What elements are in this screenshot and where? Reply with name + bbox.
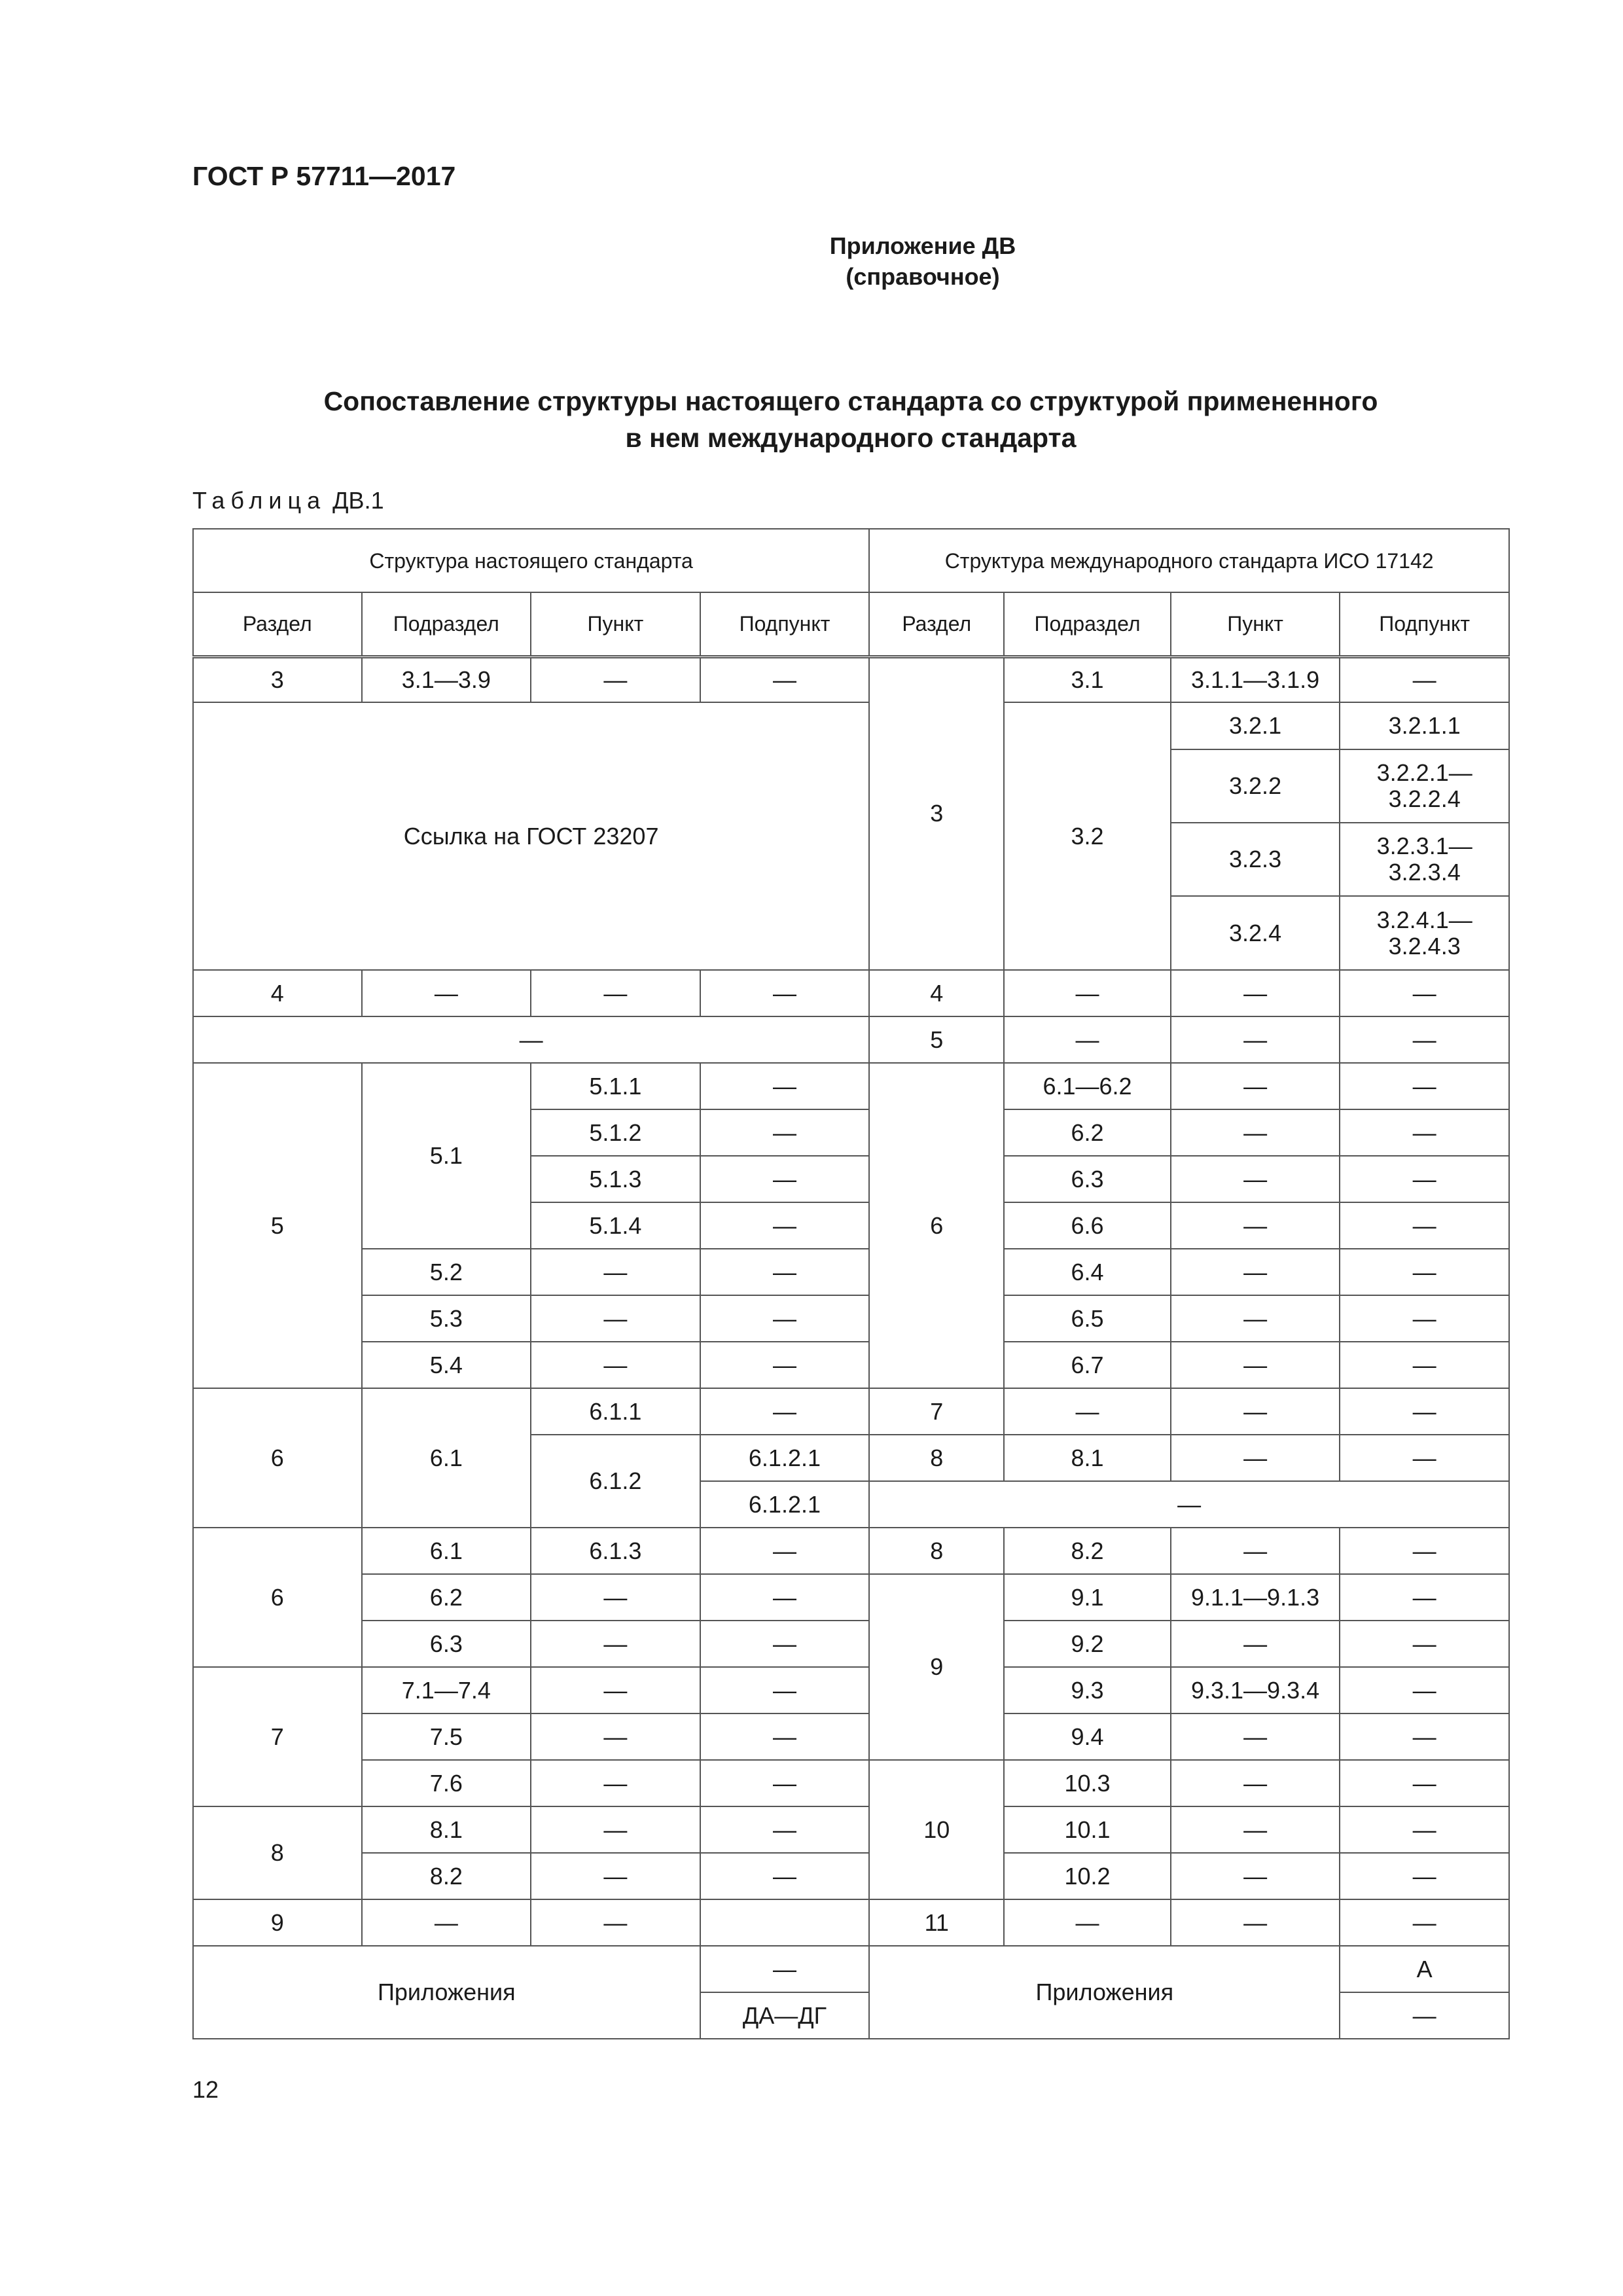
column-header: Подраздел bbox=[362, 592, 531, 656]
cell-line: 3.2.3.4 bbox=[1388, 859, 1461, 886]
table-cell: — bbox=[1004, 1388, 1171, 1435]
table-cell: — bbox=[1171, 1063, 1340, 1109]
appendices-label-iso: Приложения bbox=[869, 1946, 1340, 2039]
table-cell: — bbox=[700, 1806, 870, 1853]
table-cell: — bbox=[531, 1713, 700, 1760]
table-cell: 10.1 bbox=[1004, 1806, 1171, 1853]
table-cell: 8.1 bbox=[362, 1806, 531, 1853]
table-cell: — bbox=[362, 970, 531, 1016]
table-cell: — bbox=[1340, 1899, 1509, 1946]
table-cell: — bbox=[1340, 1063, 1509, 1109]
comparison-table bbox=[192, 528, 1510, 2039]
table-label-number: ДВ.1 bbox=[332, 487, 384, 514]
group-header-iso: Структура международного стандарта ИСО 17142 bbox=[869, 529, 1509, 592]
table-cell: 5.1.2 bbox=[531, 1109, 700, 1156]
table-cell: — bbox=[531, 1621, 700, 1667]
table-cell: 3.2.1.1 bbox=[1340, 702, 1509, 749]
table-cell: — bbox=[362, 1899, 531, 1946]
table-cell: — bbox=[700, 1202, 870, 1249]
table-cell: — bbox=[531, 1899, 700, 1946]
table-cell: — bbox=[700, 1667, 870, 1713]
table-cell: 10.3 bbox=[1004, 1760, 1171, 1806]
table-row bbox=[193, 1667, 1509, 1713]
table-cell: — bbox=[531, 1760, 700, 1806]
table-cell: 5.2 bbox=[362, 1249, 531, 1295]
table-cell: — bbox=[700, 1109, 870, 1156]
table-row bbox=[193, 1063, 1509, 1109]
table-cell: — bbox=[1340, 1156, 1509, 1202]
table-cell: — bbox=[1004, 1899, 1171, 1946]
table-cell: — bbox=[1171, 1295, 1340, 1342]
table-cell: — bbox=[1171, 1621, 1340, 1667]
table-cell: — bbox=[1171, 970, 1340, 1016]
appendix-title: Приложение ДВ bbox=[829, 232, 1016, 259]
table-cell: — bbox=[531, 1342, 700, 1388]
table-cell: — bbox=[700, 1063, 870, 1109]
table-cell: 10.2 bbox=[1004, 1853, 1171, 1899]
table-cell: 5 bbox=[869, 1016, 1004, 1063]
table-cell: 6.3 bbox=[1004, 1156, 1171, 1202]
table-cell: — bbox=[700, 1853, 870, 1899]
table-cell: — bbox=[1171, 1853, 1340, 1899]
table-cell: 6.1.1 bbox=[531, 1388, 700, 1435]
table-cell: — bbox=[700, 1528, 870, 1574]
table-cell: — bbox=[700, 1388, 870, 1435]
table-cell: — bbox=[1340, 1853, 1509, 1899]
table-cell: — bbox=[700, 1946, 870, 1992]
table-row bbox=[193, 1760, 1509, 1806]
document-code: ГОСТ Р 57711—2017 bbox=[192, 161, 456, 191]
table-cell: — bbox=[531, 1249, 700, 1295]
table-cell: 3 bbox=[193, 656, 362, 702]
table-cell: 6.1—6.2 bbox=[1004, 1063, 1171, 1109]
table-cell: 3.1—3.9 bbox=[362, 656, 531, 702]
table-cell: 6.1.2.1 bbox=[700, 1435, 870, 1481]
table-cell: 6.1.3 bbox=[531, 1528, 700, 1574]
table-cell: — bbox=[1340, 1992, 1509, 2039]
table-cell: — bbox=[700, 656, 870, 702]
table-row bbox=[193, 1621, 1509, 1667]
table-cell: 9 bbox=[869, 1574, 1004, 1760]
table-row bbox=[193, 1249, 1509, 1295]
table-cell: 4 bbox=[869, 970, 1004, 1016]
table-cell: 9.1 bbox=[1004, 1574, 1171, 1621]
table-cell: — bbox=[700, 1342, 870, 1388]
table-cell: 8.2 bbox=[1004, 1528, 1171, 1574]
table-row bbox=[193, 1806, 1509, 1853]
page-number: 12 bbox=[192, 2076, 219, 2103]
table-cell: — bbox=[700, 1760, 870, 1806]
table-cell: 3.2.1 bbox=[1171, 702, 1340, 749]
table-cell: — bbox=[700, 970, 870, 1016]
table-cell: — bbox=[1340, 1528, 1509, 1574]
table-cell: 7.6 bbox=[362, 1760, 531, 1806]
table-cell: ДА—ДГ bbox=[700, 1992, 870, 2039]
table-cell: 8.2 bbox=[362, 1853, 531, 1899]
table-cell: — bbox=[1171, 1156, 1340, 1202]
table-cell: — bbox=[1340, 1109, 1509, 1156]
table-cell: 6.6 bbox=[1004, 1202, 1171, 1249]
table-cell: 3.2 bbox=[1004, 702, 1171, 970]
table-cell: — bbox=[1340, 1016, 1509, 1063]
main-title-line-1: Сопоставление структуры настоящего стандарта со структурой примененного bbox=[323, 386, 1378, 416]
table-cell: 6.5 bbox=[1004, 1295, 1171, 1342]
table-cell: — bbox=[1171, 1109, 1340, 1156]
column-header: Раздел bbox=[869, 592, 1004, 656]
table-cell: — bbox=[700, 1713, 870, 1760]
table-cell: 10 bbox=[869, 1760, 1004, 1899]
table-cell: — bbox=[1171, 1760, 1340, 1806]
cell-line: 3.2.2.1— bbox=[1376, 759, 1472, 786]
table-cell: — bbox=[700, 1156, 870, 1202]
table-cell: 5.1.4 bbox=[531, 1202, 700, 1249]
table-cell: 8.1 bbox=[1004, 1435, 1171, 1481]
table-cell: — bbox=[531, 1853, 700, 1899]
table-cell: — bbox=[531, 1667, 700, 1713]
table-cell: 6.1.2.1 bbox=[700, 1481, 870, 1528]
table-cell: 5.3 bbox=[362, 1295, 531, 1342]
table-cell: — bbox=[1340, 1760, 1509, 1806]
table-cell: 7 bbox=[869, 1388, 1004, 1435]
table-cell: 6 bbox=[869, 1063, 1004, 1388]
column-header: Пункт bbox=[531, 592, 700, 656]
table-cell: — bbox=[1340, 1342, 1509, 1388]
table-cell: 7.5 bbox=[362, 1713, 531, 1760]
column-header: Подпункт bbox=[700, 592, 870, 656]
cell-line: 3.2.4.1— bbox=[1376, 906, 1472, 933]
cell-line: 3.2.4.3 bbox=[1388, 932, 1461, 960]
table-cell: — bbox=[1171, 1713, 1340, 1760]
table-cell: 3.2.2 bbox=[1171, 749, 1340, 823]
table-cell: — bbox=[1340, 1621, 1509, 1667]
table-cell: 9.3 bbox=[1004, 1667, 1171, 1713]
table-cell: 5.4 bbox=[362, 1342, 531, 1388]
group-header-national: Структура настоящего стандарта bbox=[193, 529, 869, 592]
table-cell: 5.1.3 bbox=[531, 1156, 700, 1202]
table-cell: — bbox=[1340, 1667, 1509, 1713]
table-cell: 6.1.2 bbox=[531, 1435, 700, 1528]
column-header: Подпункт bbox=[1340, 592, 1509, 656]
table-cell: 6.2 bbox=[1004, 1109, 1171, 1156]
table-cell: — bbox=[531, 1574, 700, 1621]
column-header: Подраздел bbox=[1004, 592, 1171, 656]
table-row bbox=[193, 1295, 1509, 1342]
table-cell: 9.4 bbox=[1004, 1713, 1171, 1760]
table-cell: 9.1.1—9.1.3 bbox=[1171, 1574, 1340, 1621]
table-cell: — bbox=[1004, 970, 1171, 1016]
table-row bbox=[193, 1016, 1509, 1063]
appendix-heading bbox=[0, 230, 1623, 292]
table-cell: 3.2.3 bbox=[1171, 823, 1340, 896]
table-cell: — bbox=[1171, 1249, 1340, 1295]
table-cell: 6.1 bbox=[362, 1528, 531, 1574]
table-cell: — bbox=[1171, 1388, 1340, 1435]
table-row bbox=[193, 1713, 1509, 1760]
table-row bbox=[193, 1946, 1509, 1992]
table-cell: 3.1.1—3.1.9 bbox=[1171, 656, 1340, 702]
table-cell bbox=[1340, 823, 1509, 896]
reference-cell: Ссылка на ГОСТ 23207 bbox=[193, 702, 869, 970]
table-cell: — bbox=[1171, 1806, 1340, 1853]
table-cell: — bbox=[1340, 970, 1509, 1016]
table-cell: — bbox=[1340, 1806, 1509, 1853]
table-cell: — bbox=[700, 1249, 870, 1295]
table-cell: — bbox=[531, 970, 700, 1016]
table-cell: 8 bbox=[193, 1806, 362, 1899]
table-label-word: Таблица bbox=[192, 487, 327, 514]
table-cell: — bbox=[1340, 1249, 1509, 1295]
table-cell: — bbox=[1340, 656, 1509, 702]
table-group-header-row bbox=[193, 529, 1509, 592]
table-cell: — bbox=[1004, 1016, 1171, 1063]
column-header: Пункт bbox=[1171, 592, 1340, 656]
table-cell bbox=[700, 1899, 870, 1946]
table-row bbox=[193, 1899, 1509, 1946]
table-cell: 7 bbox=[193, 1667, 362, 1806]
table-row bbox=[193, 1342, 1509, 1388]
table-cell: — bbox=[531, 1295, 700, 1342]
column-header: Раздел bbox=[193, 592, 362, 656]
table-row bbox=[193, 1853, 1509, 1899]
table-cell: 6 bbox=[193, 1388, 362, 1528]
table-cell: 8 bbox=[869, 1435, 1004, 1481]
table-row bbox=[193, 1528, 1509, 1574]
table-cell bbox=[1340, 749, 1509, 823]
table-row bbox=[193, 970, 1509, 1016]
table-cell: 4 bbox=[193, 970, 362, 1016]
table-cell: 6 bbox=[193, 1528, 362, 1667]
cell-line: 3.2.2.4 bbox=[1388, 785, 1461, 812]
table-cell: — bbox=[531, 656, 700, 702]
table-cell: 3.1 bbox=[1004, 656, 1171, 702]
table-cell: 11 bbox=[869, 1899, 1004, 1946]
table-cell: — bbox=[1340, 1574, 1509, 1621]
appendix-type: (справочное) bbox=[846, 263, 1000, 290]
table-cell: — bbox=[1171, 1435, 1340, 1481]
table-cell bbox=[1340, 896, 1509, 970]
appendices-label-national: Приложения bbox=[193, 1946, 700, 2039]
table-cell: — bbox=[531, 1806, 700, 1853]
table-row bbox=[193, 702, 1509, 749]
table-row bbox=[193, 1574, 1509, 1621]
table-cell: — bbox=[1340, 1713, 1509, 1760]
table-cell: 7.1—7.4 bbox=[362, 1667, 531, 1713]
table-cell: — bbox=[700, 1621, 870, 1667]
table-cell: 9 bbox=[193, 1899, 362, 1946]
table-cell: — bbox=[1340, 1295, 1509, 1342]
table-cell: — bbox=[1340, 1435, 1509, 1481]
table-label bbox=[192, 487, 384, 514]
table-cell: — bbox=[1171, 1016, 1340, 1063]
table-cell: 6.2 bbox=[362, 1574, 531, 1621]
cell-line: 3.2.3.1— bbox=[1376, 833, 1472, 859]
table-cell: — bbox=[1171, 1202, 1340, 1249]
table-cell: 5.1 bbox=[362, 1063, 531, 1249]
table-cell: 6.1 bbox=[362, 1388, 531, 1528]
table-cell: 6.3 bbox=[362, 1621, 531, 1667]
table-cell: 8 bbox=[869, 1528, 1004, 1574]
table-cell: 9.2 bbox=[1004, 1621, 1171, 1667]
table-cell: А bbox=[1340, 1946, 1509, 1992]
table-cell: — bbox=[869, 1481, 1509, 1528]
table-cell: 3.2.4 bbox=[1171, 896, 1340, 970]
table-cell: — bbox=[1340, 1202, 1509, 1249]
table-column-header-row bbox=[193, 592, 1509, 656]
table-cell: — bbox=[193, 1016, 869, 1063]
table-cell: — bbox=[1340, 1388, 1509, 1435]
table-cell: — bbox=[700, 1295, 870, 1342]
table-cell: 6.4 bbox=[1004, 1249, 1171, 1295]
table-cell: — bbox=[700, 1574, 870, 1621]
table-cell: 6.7 bbox=[1004, 1342, 1171, 1388]
table-cell: — bbox=[1171, 1899, 1340, 1946]
table-row bbox=[193, 656, 1509, 702]
main-title bbox=[192, 383, 1509, 456]
table-cell: — bbox=[1171, 1342, 1340, 1388]
table-cell: 9.3.1—9.3.4 bbox=[1171, 1667, 1340, 1713]
table-cell: 3 bbox=[869, 656, 1004, 970]
table-cell: 5.1.1 bbox=[531, 1063, 700, 1109]
main-title-line-2: в нем международного стандарта bbox=[625, 423, 1077, 453]
table-row bbox=[193, 1388, 1509, 1435]
table-cell: — bbox=[1171, 1528, 1340, 1574]
table-cell: 5 bbox=[193, 1063, 362, 1388]
